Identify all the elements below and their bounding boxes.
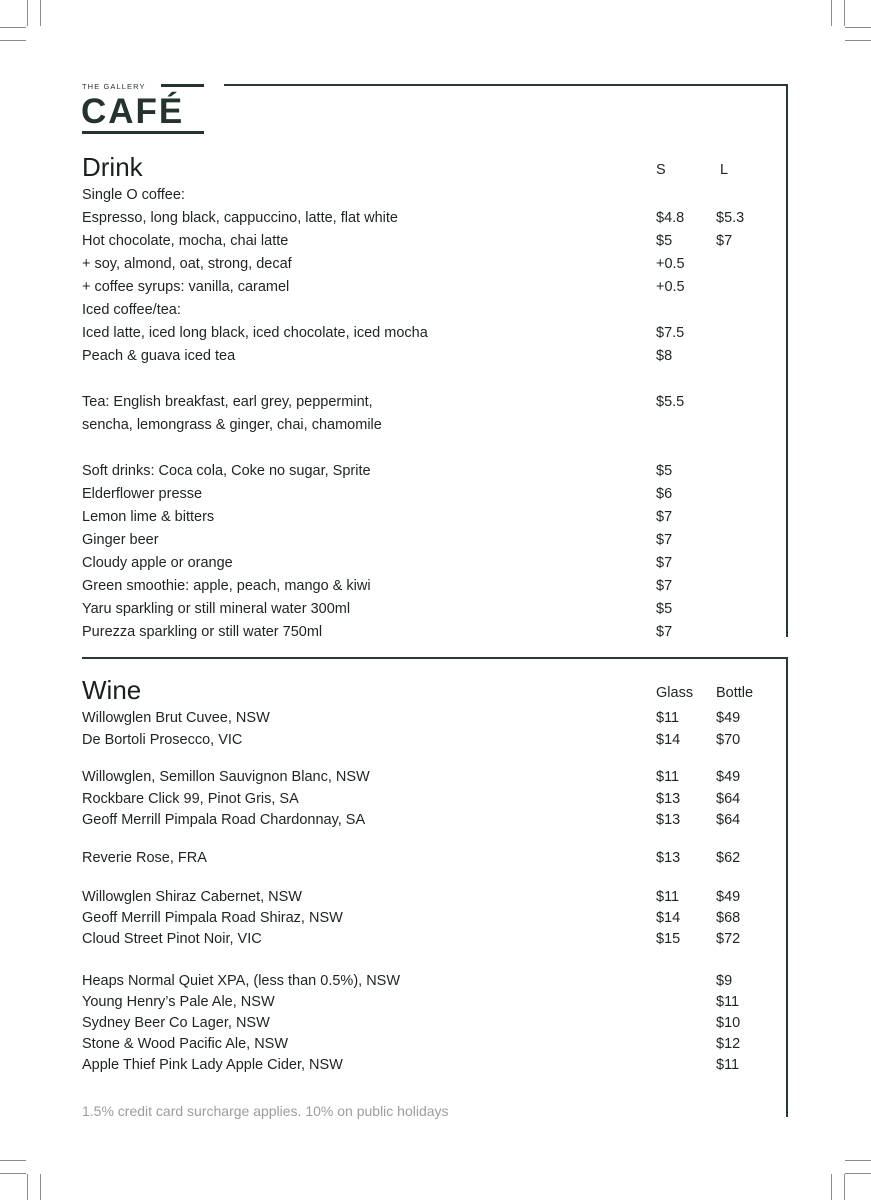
crop-mark [831, 1174, 832, 1200]
wine-price-2: $64 [716, 812, 741, 828]
drink-item [82, 277, 782, 297]
wine-item [82, 789, 782, 809]
wine-price-2: $12 [716, 1036, 741, 1052]
crop-mark [844, 1174, 845, 1200]
drink-item [82, 622, 782, 642]
drink-price-2: $5.3 [716, 210, 745, 226]
crop-mark [845, 1160, 871, 1161]
drink-item-name: Elderflower presse [82, 486, 203, 502]
drink-price-1: $7 [656, 578, 673, 594]
wine-price-2: $49 [716, 710, 741, 726]
crop-mark [845, 27, 871, 28]
drink-item [82, 208, 782, 228]
drink-item-name: Yaru sparkling or still mineral water 300ml [82, 601, 351, 617]
wine-item [82, 730, 782, 750]
drink-item-name: Cloudy apple or orange [82, 555, 233, 571]
wine-price-1: $13 [656, 812, 681, 828]
drink-item [82, 530, 782, 550]
logo-bar [82, 131, 204, 134]
drink-item [82, 484, 782, 504]
drink-item [82, 254, 782, 274]
surcharge-note: 1.5% credit card surcharge applies. 10% on public holidays [82, 1103, 449, 1119]
wine-price-2: $49 [716, 769, 741, 785]
crop-mark [831, 0, 832, 26]
wine-item-name: Geoff Merrill Pimpala Road Shiraz, NSW [82, 910, 343, 926]
col-large: L [720, 162, 729, 178]
drink-item-name: Purezza sparkling or still water 750ml [82, 624, 323, 640]
drink-frame-right [786, 84, 788, 637]
drink-price-1: $7 [656, 555, 673, 571]
crop-mark [845, 1173, 871, 1174]
drink-frame-top [224, 84, 788, 86]
wine-item [82, 767, 782, 787]
wine-price-2: $72 [716, 931, 741, 947]
wine-price-1: $11 [656, 769, 680, 785]
crop-mark [0, 27, 26, 28]
wine-price-1: $14 [656, 910, 681, 926]
wine-item-name: Reverie Rose, FRA [82, 850, 207, 866]
drink-price-1: +0.5 [656, 279, 685, 295]
logo-small-text: THE GALLERY [82, 82, 146, 91]
drink-item-name: sencha, lemongrass & ginger, chai, chamomile [82, 417, 382, 433]
drink-item [82, 507, 782, 527]
wine-item-name: Willowglen Brut Cuvee, NSW [82, 710, 270, 726]
drink-price-1: $6 [656, 486, 673, 502]
drink-item [82, 415, 782, 435]
drink-item-name: + soy, almond, oat, strong, decaf [82, 256, 292, 272]
drink-item [82, 323, 782, 343]
crop-mark [0, 40, 26, 41]
drink-price-1: +0.5 [656, 256, 685, 272]
wine-price-2: $10 [716, 1015, 741, 1031]
crop-mark [844, 0, 845, 26]
col-glass: Glass [656, 685, 694, 701]
wine-price-2: $11 [716, 994, 740, 1010]
wine-item [82, 929, 782, 949]
drink-item [82, 553, 782, 573]
logo-big-text: CAFÉ [81, 92, 185, 131]
wine-item [82, 887, 782, 907]
wine-price-1: $11 [656, 710, 680, 726]
wine-item [82, 971, 782, 991]
wine-price-2: $68 [716, 910, 741, 926]
wine-frame-top [82, 657, 788, 659]
crop-mark [845, 40, 871, 41]
drink-price-1: $7 [656, 532, 673, 548]
wine-item [82, 908, 782, 928]
drink-price-1: $5.5 [656, 394, 685, 410]
wine-price-1: $15 [656, 931, 681, 947]
wine-item-name: Sydney Beer Co Lager, NSW [82, 1015, 270, 1031]
wine-item-name: Geoff Merrill Pimpala Road Chardonnay, SA [82, 812, 366, 828]
drink-item-name: Iced latte, iced long black, iced chocolate, iced mocha [82, 325, 428, 341]
crop-mark [0, 1173, 26, 1174]
drink-item [82, 346, 782, 366]
wine-item [82, 810, 782, 830]
wine-item [82, 848, 782, 868]
wine-frame-right [786, 657, 788, 1117]
drink-price-1: $5 [656, 233, 673, 249]
wine-item-name: Young Henry’s Pale Ale, NSW [82, 994, 275, 1010]
drink-item-name: Hot chocolate, mocha, chai latte [82, 233, 289, 249]
cafe-logo [82, 81, 204, 137]
wine-item [82, 1055, 782, 1075]
wine-item [82, 708, 782, 728]
wine-price-2: $70 [716, 732, 741, 748]
drink-item-name: Lemon lime & bitters [82, 509, 215, 525]
drink-item [82, 300, 782, 320]
drink-item [82, 231, 782, 251]
crop-mark [0, 1160, 26, 1161]
logo-bar [161, 84, 204, 87]
wine-price-2: $9 [716, 973, 733, 989]
drink-item-name: Espresso, long black, cappuccino, latte, flat white [82, 210, 398, 226]
wine-item-name: Willowglen, Semillon Sauvignon Blanc, NSW [82, 769, 370, 785]
drink-title: Drink [82, 152, 143, 182]
wine-price-1: $13 [656, 850, 681, 866]
drink-price-1: $5 [656, 463, 673, 479]
wine-item-name: Apple Thief Pink Lady Apple Cider, NSW [82, 1057, 343, 1073]
drink-item-name: Ginger beer [82, 532, 159, 548]
drink-price-1: $4.8 [656, 210, 685, 226]
wine-price-1: $11 [656, 889, 680, 905]
wine-item-name: Rockbare Click 99, Pinot Gris, SA [82, 791, 299, 807]
drink-item-name: Soft drinks: Coca cola, Coke no sugar, Sprite [82, 463, 371, 479]
wine-price-2: $64 [716, 791, 741, 807]
drink-item-name: Single O coffee: [82, 187, 185, 203]
wine-item-name: Stone & Wood Pacific Ale, NSW [82, 1036, 289, 1052]
drink-price-1: $5 [656, 601, 673, 617]
wine-item [82, 992, 782, 1012]
drink-item [82, 576, 782, 596]
wine-price-2: $49 [716, 889, 741, 905]
wine-item-name: Heaps Normal Quiet XPA, (less than 0.5%), NSW [82, 973, 401, 989]
wine-price-2: $62 [716, 850, 741, 866]
drink-item [82, 461, 782, 481]
drink-price-2: $7 [716, 233, 733, 249]
drink-item [82, 392, 782, 412]
drink-item-name: Iced coffee/tea: [82, 302, 181, 318]
drink-price-1: $7.5 [656, 325, 685, 341]
drink-price-1: $8 [656, 348, 673, 364]
crop-mark [40, 0, 41, 26]
wine-item [82, 1034, 782, 1054]
drink-item-name: Green smoothie: apple, peach, mango & kiwi [82, 578, 371, 594]
wine-price-2: $11 [716, 1057, 740, 1073]
drink-item-name: + coffee syrups: vanilla, caramel [82, 279, 290, 295]
drink-price-1: $7 [656, 624, 673, 640]
wine-price-1: $13 [656, 791, 681, 807]
drink-price-1: $7 [656, 509, 673, 525]
drink-item [82, 599, 782, 619]
crop-mark [40, 1174, 41, 1200]
drink-item-name: Tea: English breakfast, earl grey, peppermint, [82, 394, 373, 410]
wine-item-name: Cloud Street Pinot Noir, VIC [82, 931, 262, 947]
drink-item [82, 185, 782, 205]
col-bottle: Bottle [716, 685, 754, 701]
crop-mark [27, 0, 28, 26]
wine-item-name: Willowglen Shiraz Cabernet, NSW [82, 889, 302, 905]
drink-item-name: Peach & guava iced tea [82, 348, 236, 364]
col-small: S [656, 162, 666, 178]
crop-mark [27, 1174, 28, 1200]
wine-item [82, 1013, 782, 1033]
wine-title: Wine [82, 675, 142, 705]
wine-item-name: De Bortoli Prosecco, VIC [82, 732, 243, 748]
wine-price-1: $14 [656, 732, 681, 748]
